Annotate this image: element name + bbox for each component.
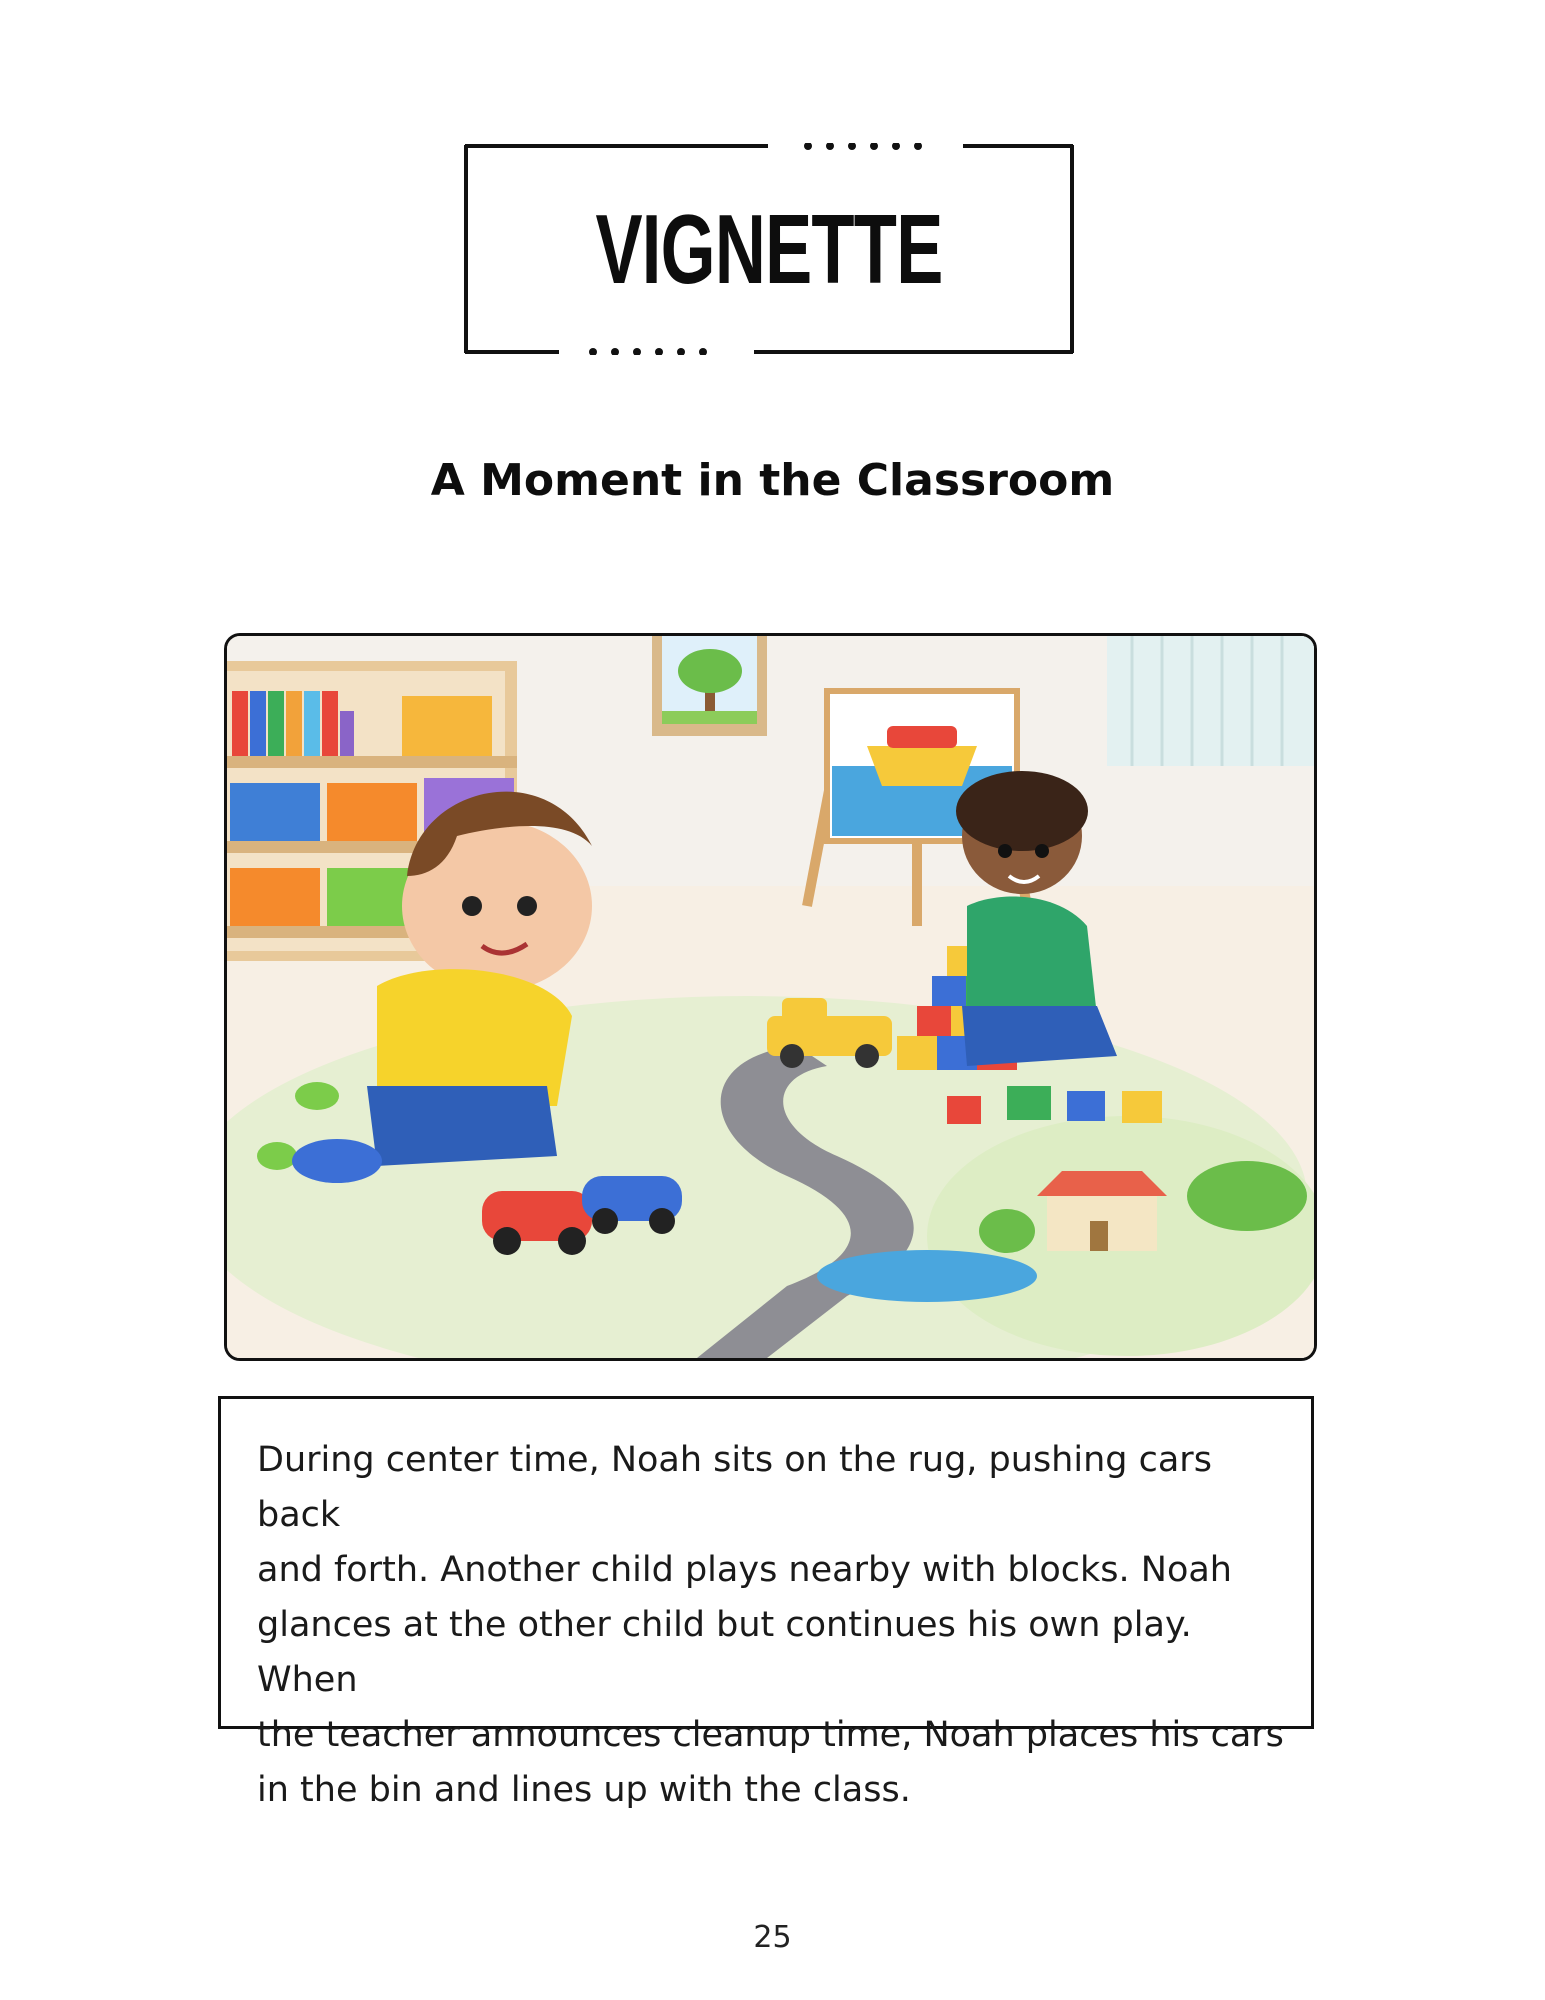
vignette-line: glances at the other child but continues his own play. When	[257, 1605, 1192, 1700]
vignette-text-box	[218, 1396, 1314, 1810]
vignette-line: the teacher announces cleanup time, Noah places his cars	[257, 1715, 1284, 1755]
section-subtitle: A Moment in the Classroom	[430, 455, 1115, 506]
classroom-illustration-icon	[227, 636, 1314, 1358]
page-title: VIGNETTE	[595, 193, 943, 304]
vignette-line: During center time, Noah sits on the rug, pushing cars back	[257, 1440, 1212, 1535]
page-number: 25	[753, 1920, 792, 1955]
vignette-paragraph	[257, 1433, 1297, 1818]
title-frame	[463, 143, 1075, 355]
vignette-line: and forth. Another child plays nearby with blocks. Noah	[257, 1550, 1232, 1590]
vignette-line: in the bin and lines up with the class.	[257, 1770, 911, 1810]
classroom-illustration	[224, 633, 1317, 1361]
